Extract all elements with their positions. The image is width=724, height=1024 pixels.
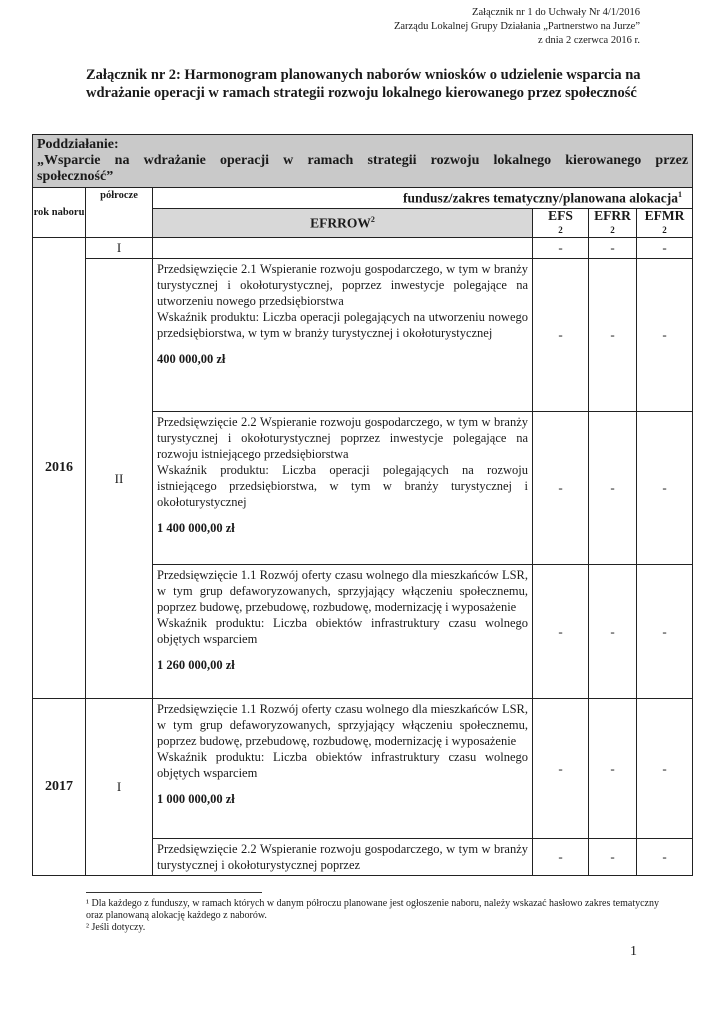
attachment-note <box>300 6 640 48</box>
page-number: 1 <box>630 944 637 959</box>
year-cell: 2016 <box>33 238 86 699</box>
subaction-label: Poddziałanie: <box>37 137 119 152</box>
measure-description: Przedsięwzięcie 2.1 Wspieranie rozwoju gospodarczego, w tym w branży turystycznej i okołoturystycznej, poprzez inwestycje polegające na utworzeniu nowego przedsiębiorstwa <box>157 262 528 308</box>
document-title: Załącznik nr 2: Harmonogram planowanych naborów wniosków o udzielenie wsparcia na wdrażanie operacji w ramach strategii rozwoju lokalnego kierowanego przez społeczność <box>86 67 641 101</box>
efmr-cell: - <box>637 259 693 412</box>
measure-indicator: Wskaźnik produktu: Liczba obiektów infrastruktury czasu wolnego objętych wsparciem <box>157 750 528 780</box>
header-half: półrocze <box>86 188 153 238</box>
header-fund-sup: 1 <box>678 189 683 199</box>
subaction-header <box>33 135 693 188</box>
header-efrrow-sup: 2 <box>370 214 375 224</box>
subaction-name: „Wsparcie na wdrażanie operacji w ramach strategii rozwoju lokalnego kierowanego przez <box>37 153 689 168</box>
measure-description: Przedsięwzięcie 2.2 Wspieranie rozwoju gospodarczego, w tym w branży turystycznej i okołoturystycznej poprzez <box>157 842 528 872</box>
efrr-cell: - <box>589 699 637 839</box>
half-cell: I <box>86 238 153 259</box>
efrr-cell: - <box>589 839 637 876</box>
header-fund <box>153 188 693 209</box>
header-efs-text: EFS <box>548 208 573 223</box>
measure-indicator: Wskaźnik produktu: Liczba operacji polegających na utworzeniu nowego przedsiębiorstwa, w tym w branży turystycznej i okołoturystycznej <box>157 310 528 340</box>
measure-amount: 400 000,00 zł <box>157 352 226 366</box>
footnote-1: ¹ Dla każdego z funduszy, w ramach których w danym półroczu planowane jest ogłoszenie naboru, należy wskazać hasłowo zakres tematyczny oraz planowaną alokację każdego z naborów. <box>86 898 659 921</box>
efrr-cell: - <box>589 565 637 699</box>
footnotes <box>86 898 666 934</box>
measure-amount: 1 000 000,00 zł <box>157 792 235 806</box>
efmr-cell: - <box>637 412 693 565</box>
header-efmr-sub: 2 <box>662 225 667 235</box>
efs-cell: - <box>533 699 589 839</box>
efs-cell: - <box>533 238 589 259</box>
efs-cell: - <box>533 565 589 699</box>
empty-cell <box>153 238 533 259</box>
measure-amount: 1 400 000,00 zł <box>157 521 235 535</box>
header-efrrow-text: EFRROW <box>310 215 371 231</box>
attachment-note-line1: Załącznik nr 1 do Uchwały Nr 4/1/2016 <box>472 7 640 18</box>
measure-description: Przedsięwzięcie 1.1 Rozwój oferty czasu wolnego dla mieszkańców LSR, w tym grup defaworyzowanych, sprzyjający włączeniu społecznemu, poprzez budowę, przebudowę, rozbudowę, modernizację i wyposażenie <box>157 702 528 748</box>
header-efs <box>533 209 589 238</box>
efmr-cell: - <box>637 699 693 839</box>
efrr-cell: - <box>589 412 637 565</box>
header-efrr-sub: 2 <box>610 225 615 235</box>
measure-cell <box>153 412 533 565</box>
footnote-divider <box>86 892 262 893</box>
efmr-cell: - <box>637 238 693 259</box>
measure-indicator: Wskaźnik produktu: Liczba operacji polegających na rozwoju istniejącego przedsiębiorstwa, w tym w branży turystycznej i okołoturystycznej <box>157 463 528 509</box>
efrr-cell: - <box>589 238 637 259</box>
attachment-note-line3: z dnia 2 czerwca 2016 r. <box>537 35 640 46</box>
header-efs-sub: 2 <box>558 225 563 235</box>
measure-cell <box>153 699 533 839</box>
schedule-table <box>32 134 693 876</box>
efrr-cell: - <box>589 259 637 412</box>
measure-description: Przedsięwzięcie 1.1 Rozwój oferty czasu wolnego dla mieszkańców LSR, w tym grup defaworyzowanych, sprzyjający włączeniu społecznemu, poprzez budowę, przebudowę, rozbudowę, modernizację i wyposażenie <box>157 568 528 614</box>
measure-indicator: Wskaźnik produktu: Liczba obiektów infrastruktury czasu wolnego objętych wsparciem <box>157 616 528 646</box>
measure-cell <box>153 259 533 412</box>
half-cell: II <box>86 259 153 699</box>
measure-cell <box>153 565 533 699</box>
efs-cell: - <box>533 412 589 565</box>
header-efrr <box>589 209 637 238</box>
header-fund-text: fundusz/zakres tematyczny/planowana alokacja <box>403 190 679 206</box>
efmr-cell: - <box>637 839 693 876</box>
header-efmr-text: EFMR <box>644 208 685 223</box>
header-efrr-text: EFRR <box>594 208 631 223</box>
subaction-name-cont: społeczność” <box>37 169 114 184</box>
attachment-note-line2: Zarządu Lokalnej Grupy Działania „Partnerstwo na Jurze” <box>393 21 640 32</box>
header-efrrow <box>153 209 533 238</box>
half-cell: I <box>86 699 153 876</box>
footnote-2: ² Jeśli dotyczy. <box>86 922 146 933</box>
year-cell: 2017 <box>33 699 86 876</box>
header-efmr <box>637 209 693 238</box>
efmr-cell: - <box>637 565 693 699</box>
header-year: rok naboru <box>33 188 86 238</box>
measure-cell <box>153 839 533 876</box>
measure-description: Przedsięwzięcie 2.2 Wspieranie rozwoju gospodarczego, w tym w branży turystycznej i okołoturystycznej poprzez inwestycje polegające na rozwoju istniejącego przedsiębiorstwa <box>157 415 528 461</box>
measure-amount: 1 260 000,00 zł <box>157 658 235 672</box>
efs-cell: - <box>533 259 589 412</box>
efs-cell: - <box>533 839 589 876</box>
